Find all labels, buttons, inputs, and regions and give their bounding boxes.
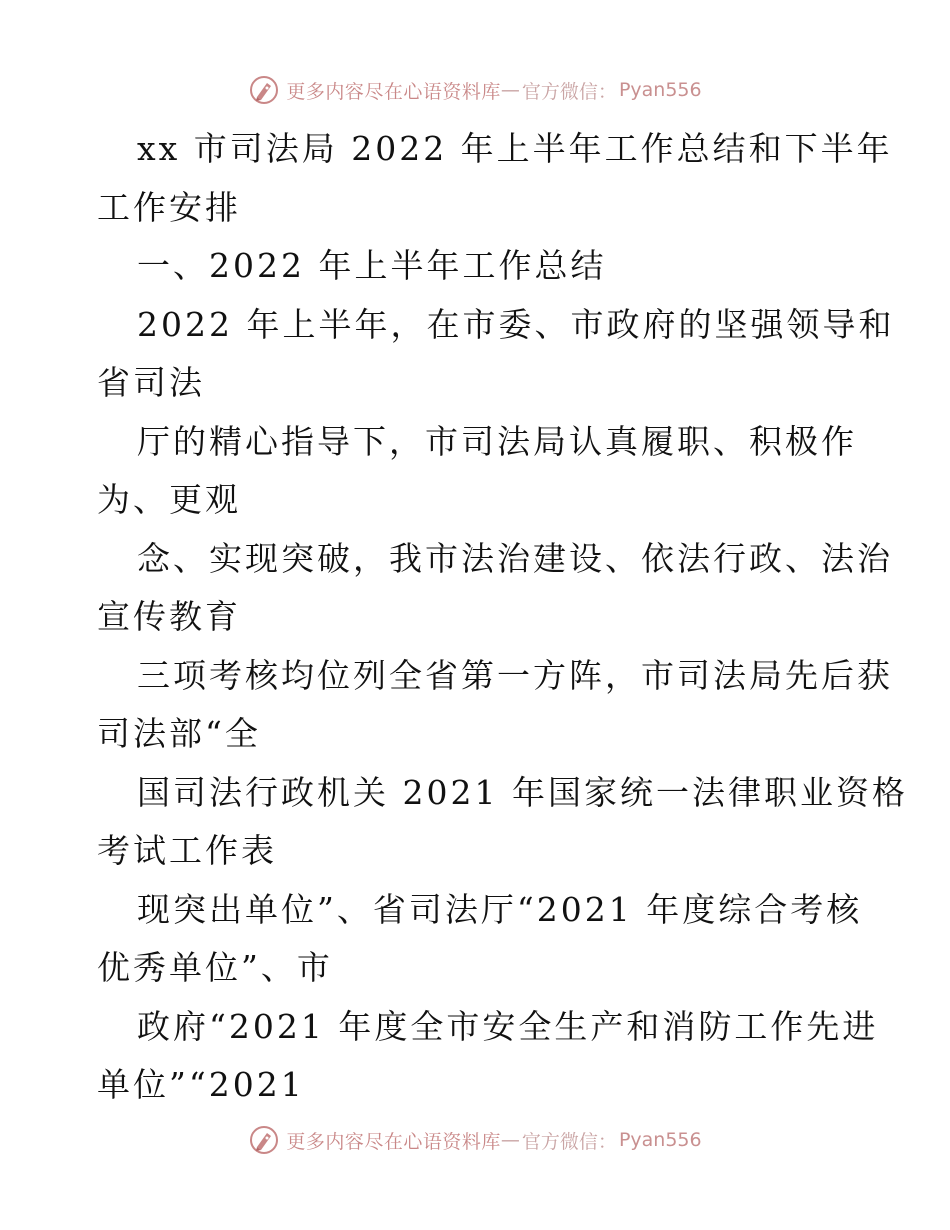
paragraph-line: 国司法行政机关 2021 年国家统一法律职业资格 [137,772,908,812]
watermark-separator: — [500,1129,520,1151]
paragraph-line: 司法部“全 [97,714,261,753]
pen-nib-circle-icon [248,74,280,106]
paragraph-line: 厅的精心指导下，市司法局认真履职、积极作 [137,421,857,461]
document-title-line-1: xx 市司法局 2022 年上半年工作总结和下半年 [137,129,893,168]
paragraph-line: 优秀单位”、市 [97,948,333,987]
watermark-library-text: 更多内容尽在心语资料库 [286,80,501,103]
paragraph-line: 宣传教育 [97,597,241,636]
pen-nib-circle-icon [248,1124,280,1156]
watermark-wechat-id: Pyan556 [618,1129,702,1151]
watermark-wechat-id: Pyan556 [618,79,702,101]
paragraph-line: 单位”“2021 [97,1065,305,1104]
document-title-line-2: 工作安排 [97,187,241,227]
header-watermark [0,70,950,110]
paragraph-line: 三项考核均位列全省第一方阵，市司法局先后获 [137,655,893,695]
watermark-library-text: 更多内容尽在心语资料库 [286,1130,501,1153]
paragraph-line: 政府“2021 年度全市安全生产和消防工作先进 [137,1006,879,1046]
watermark-official-text: 官方微信： [521,1130,617,1153]
footer-watermark [0,1120,950,1160]
paragraph-line: 念、实现突破，我市法治建设、依法行政、法治 [137,538,893,578]
watermark-separator: — [500,79,520,101]
paragraph-line: 2022 年上半年，在市委、市政府的坚强领导和 [137,304,895,344]
watermark-official-text: 官方微信： [521,80,617,103]
paragraph-line: 为、更观 [97,480,241,519]
paragraph-line: 省司法 [97,363,205,402]
paragraph-line: 考试工作表 [97,831,277,870]
section-heading: 一、2022 年上半年工作总结 [137,246,607,285]
document-body [97,120,908,1115]
paragraph-line: 现突出单位”、省司法厅“2021 年度综合考核 [137,889,863,929]
